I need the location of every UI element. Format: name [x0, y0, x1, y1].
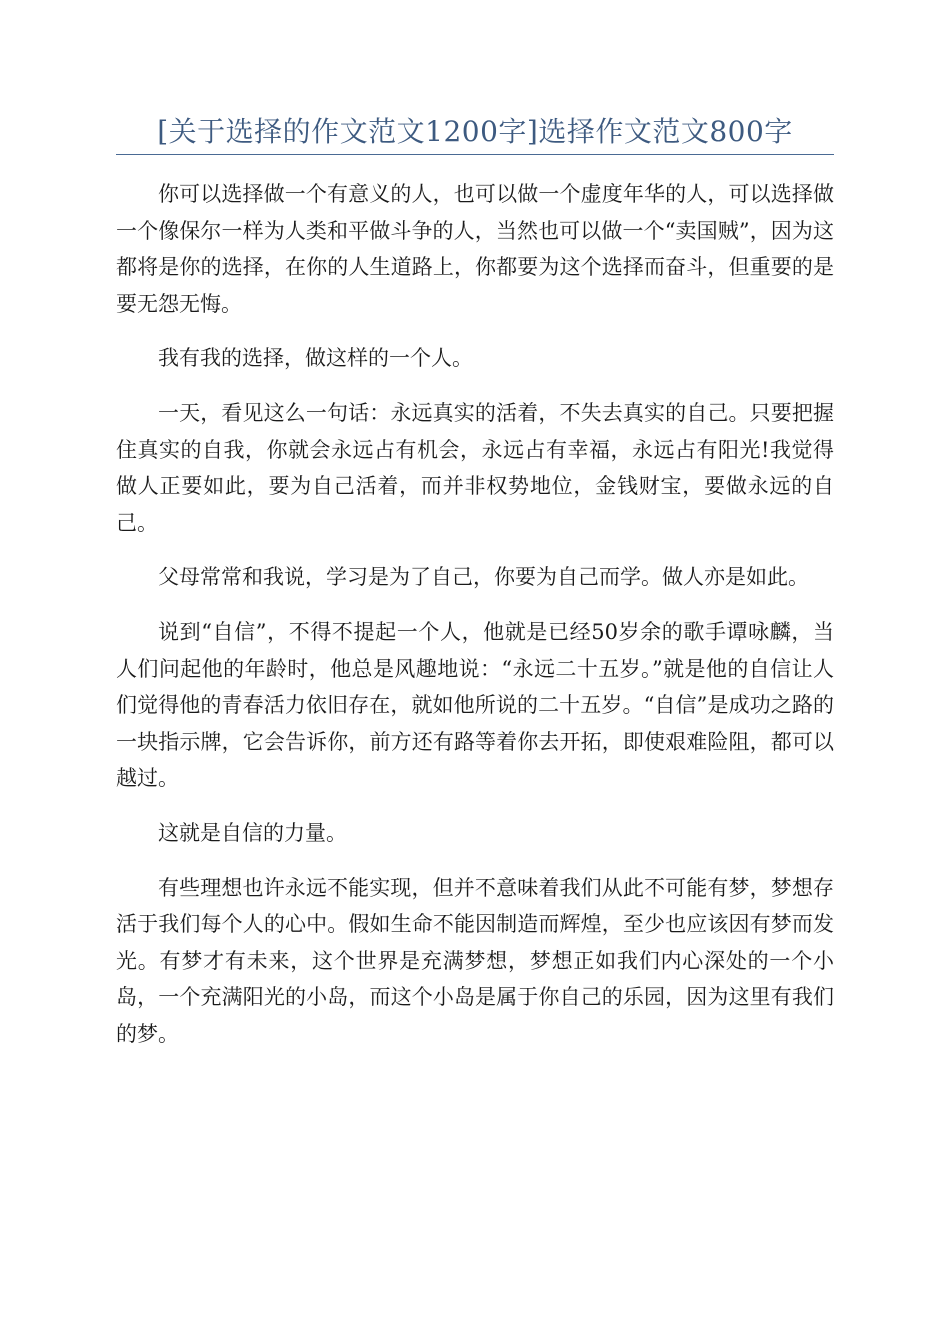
document-body: [116, 176, 834, 1070]
paragraph-1: 你可以选择做一个有意义的人，也可以做一个虚度年华的人，可以选择做一个像保尔一样为人类和平做斗争的人，当然也可以做一个“卖国贼”，因为这都将是你的选择，在你的人生道路上，你都要为这个选择而奋斗，但重要的是要无怨无悔。: [116, 182, 834, 316]
title-block: [116, 112, 834, 155]
paragraph-7: 有些理想也许永远不能实现，但并不意味着我们从此不可能有梦，梦想存活于我们每个人的心中。假如生命不能因制造而辉煌，至少也应该因有梦而发光。有梦才有未来，这个世界是充满梦想，梦想正如我们内心深处的一个小岛，一个充满阳光的小岛，而这个小岛是属于你自己的乐园，因为这里有我们的梦。: [116, 875, 834, 1046]
paragraph-2: 我有我的选择，做这样的一个人。: [158, 346, 473, 371]
paragraph-4: 父母常常和我说，学习是为了自己，你要为自己而学。做人亦是如此。: [158, 565, 809, 590]
paragraph-6: 这就是自信的力量。: [158, 820, 347, 845]
paragraph-3: 一天，看见这么一句话：永远真实的活着，不失去真实的自己。只要把握住真实的自我，你就会永远占有机会，永远占有幸福，永远占有阳光!我觉得做人正要如此，要为自己活着，而并非权势地位，金钱财宝，要做永远的自己。: [116, 400, 834, 535]
paragraph-5: 说到“自信”，不得不提起一个人，他就是已经50岁余的歌手谭咏麟，当人们问起他的年龄时，他总是风趣地说：“永远二十五岁。”就是他的自信让人们觉得他的青春活力依旧存在，就如他所说的二十五岁。“自信”是成功之路的一块指示牌，它会告诉你，前方还有路等着你去开拓，即使艰难险阻，都可以越过。: [116, 619, 834, 791]
document-title: [关于选择的作文范文1200字]选择作文范文800字: [157, 115, 793, 148]
title-underline: [116, 154, 834, 155]
